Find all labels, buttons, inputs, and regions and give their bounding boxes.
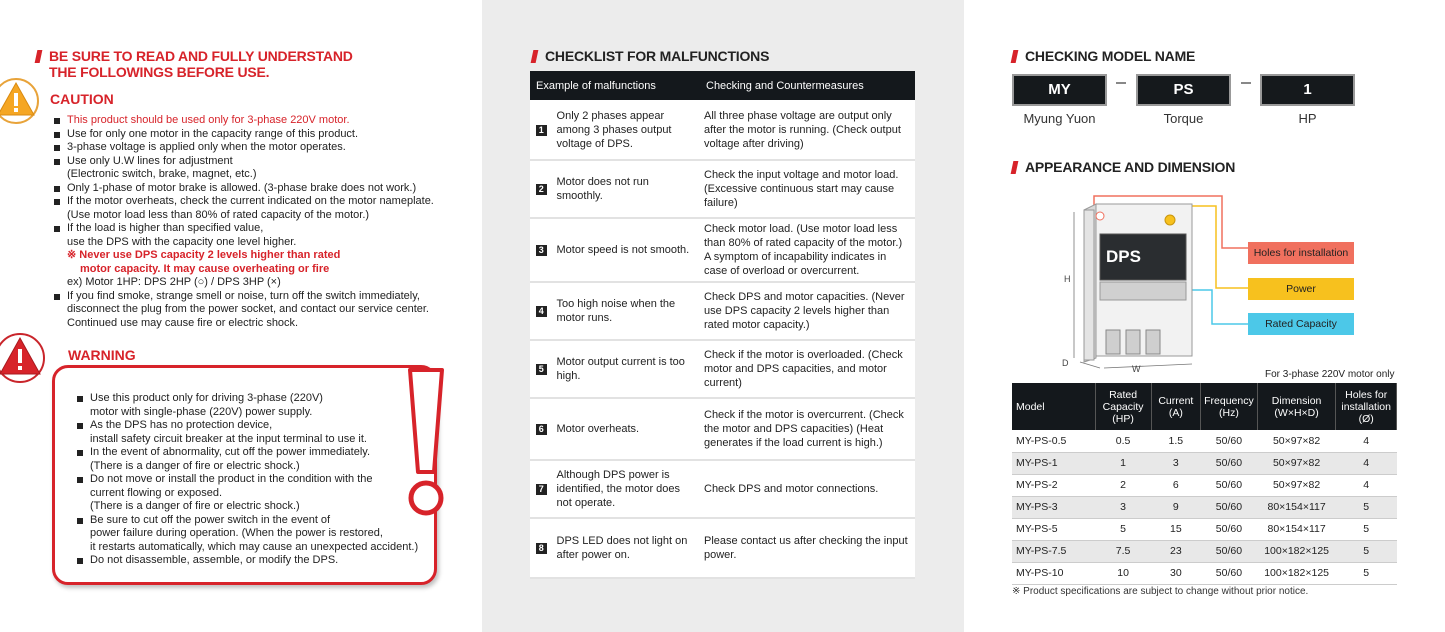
model-panel <box>964 0 1445 632</box>
row-number <box>530 160 553 218</box>
list-item: As the DPS has no protection device, <box>75 419 425 433</box>
column-header: Frequency (Hz) <box>1201 383 1258 430</box>
table-cell: 100×182×125 <box>1257 540 1336 562</box>
row-number <box>530 398 553 460</box>
table-cell: 10 <box>1095 562 1151 584</box>
table-row <box>530 218 915 282</box>
table-cell: 50/60 <box>1201 496 1258 518</box>
table-cell: MY-PS-2 <box>1012 474 1095 496</box>
model-code-label: Torque <box>1163 111 1204 126</box>
callout-power: Power <box>1248 278 1354 300</box>
row-number-badge: 4 <box>536 306 547 317</box>
list-item: power failure during operation. (When the power is restored, <box>90 527 383 539</box>
table-cell: 3 <box>1095 496 1151 518</box>
exclamation-graphic-icon <box>402 364 450 524</box>
model-code-box: MY <box>1012 74 1107 106</box>
table-cell: 5 <box>1095 518 1151 540</box>
list-item: current flowing or exposed. <box>90 486 223 499</box>
list-item: it restarts automatically, which may cause an unexpected accident.) <box>90 540 419 553</box>
list-item: ※ Never use DPS capacity 2 levels higher than rated <box>67 249 341 261</box>
callout-holes-for-installation: Holes for installation <box>1248 242 1354 264</box>
malfunction-example: Although DPS power is identified, the motor does not operate. <box>553 460 700 518</box>
table-row <box>530 460 915 518</box>
row-number <box>530 100 553 160</box>
row-number <box>530 282 553 340</box>
table-cell: 50×97×82 <box>1257 474 1336 496</box>
list-item: ex) Motor 1HP: DPS 2HP (○) / DPS 3HP (×) <box>67 276 281 288</box>
table-cell: MY-PS-3 <box>1012 496 1095 518</box>
list-item: motor capacity. It may cause overheating or fire <box>80 262 330 275</box>
title-line-1: BE SURE TO READ AND FULLY UNDERSTAND <box>49 48 353 64</box>
list-item: If you find smoke, strange smell or noise, turn off the switch immediately, <box>52 290 477 304</box>
table-cell: 50/60 <box>1201 562 1258 584</box>
column-header: Model <box>1012 383 1095 430</box>
table-cell: 4 <box>1336 474 1397 496</box>
table-cell: 50/60 <box>1201 430 1258 452</box>
row-number <box>530 460 553 518</box>
table-row <box>530 398 915 460</box>
row-number-badge: 1 <box>536 125 547 136</box>
model-code-label: HP <box>1298 111 1317 126</box>
row-number <box>530 340 553 398</box>
spec-table <box>1012 383 1397 585</box>
countermeasure: All three phase voltage are output only after the motor is running. (Check output voltage after driving) <box>700 100 915 160</box>
table-cell: MY-PS-0.5 <box>1012 430 1095 452</box>
table-row <box>1012 452 1397 474</box>
row-number-badge: 3 <box>536 245 547 256</box>
malfunction-example: Motor does not run smoothly. <box>553 160 700 218</box>
table-cell: 5 <box>1336 496 1397 518</box>
table-cell: 50/60 <box>1201 474 1258 496</box>
list-item: (Electronic switch, brake, magnet, etc.) <box>67 168 257 180</box>
list-item: install safety circuit breaker at the input terminal to use it. <box>90 432 367 445</box>
device-logo-text: DPS <box>1106 247 1141 266</box>
list-item: motor with single-phase (220V) power supply. <box>90 405 313 418</box>
list-item: In the event of abnormality, cut off the power immediately. <box>75 446 425 460</box>
table-cell: 50×97×82 <box>1257 430 1336 452</box>
table-row <box>1012 430 1397 452</box>
list-item: Do not disassemble, assemble, or modify the DPS. <box>75 554 425 568</box>
model-code-box: PS <box>1136 74 1231 106</box>
read-before-use-title <box>36 48 353 80</box>
spec-note: For 3-phase 220V motor only <box>1265 369 1395 380</box>
list-item: If the load is higher than specified value, <box>52 222 477 236</box>
column-header: Current (A) <box>1151 383 1200 430</box>
title-line-2: THE FOLLOWINGS BEFORE USE. <box>49 64 270 80</box>
table-cell: 9 <box>1151 496 1200 518</box>
malfunction-example: Too high noise when the motor runs. <box>553 282 700 340</box>
table-row <box>1012 562 1397 584</box>
malfunction-table <box>530 71 915 579</box>
column-header: Rated Capacity (HP) <box>1095 383 1151 430</box>
caution-triangle-icon <box>0 77 44 125</box>
row-number <box>530 518 553 578</box>
table-row <box>530 518 915 578</box>
table-cell: 80×154×117 <box>1257 518 1336 540</box>
table-cell: 50/60 <box>1201 518 1258 540</box>
list-item: Only 1-phase of motor brake is allowed. (3-phase brake does not work.) <box>52 182 477 196</box>
list-item: Use only U.W lines for adjustment <box>52 155 477 169</box>
table-cell: MY-PS-5 <box>1012 518 1095 540</box>
warning-list <box>75 392 425 568</box>
row-number-badge: 8 <box>536 543 547 554</box>
table-cell: 2 <box>1095 474 1151 496</box>
table-cell: 50/60 <box>1201 540 1258 562</box>
checklist-title: CHECKLIST FOR MALFUNCTIONS <box>532 48 769 64</box>
table-row <box>530 100 915 160</box>
caution-panel <box>0 0 482 632</box>
table-row <box>1012 474 1397 496</box>
countermeasure: Check DPS and motor capacities. (Never use DPS capacity 2 levels higher than rated motor capacity.) <box>700 282 915 340</box>
table-cell: MY-PS-7.5 <box>1012 540 1095 562</box>
table-cell: 50/60 <box>1201 452 1258 474</box>
malfunction-example: Motor speed is not smooth. <box>553 218 700 282</box>
countermeasure: Check motor load. (Use motor load less than 80% of rated capacity of the motor.) A symptom of incapability indicates in case of overload or overcurrent. <box>700 218 915 282</box>
caution-title: CAUTION <box>50 91 114 107</box>
row-number-badge: 2 <box>536 184 547 195</box>
checklist-panel <box>482 0 964 632</box>
row-number-badge: 5 <box>536 364 547 375</box>
list-item: use the DPS with the capacity one level higher. <box>67 235 297 248</box>
list-item: Use for only one motor in the capacity range of this product. <box>52 128 477 142</box>
table-cell: 5 <box>1336 518 1397 540</box>
list-item: If the motor overheats, check the current indicated on the motor nameplate. <box>52 195 477 209</box>
row-number-badge: 6 <box>536 424 547 435</box>
countermeasure: Check DPS and motor connections. <box>700 460 915 518</box>
table-cell: 100×182×125 <box>1257 562 1336 584</box>
table-cell: 80×154×117 <box>1257 496 1336 518</box>
malfunction-example: Motor overheats. <box>553 398 700 460</box>
dash-divider <box>1241 82 1251 84</box>
table-cell: 3 <box>1151 452 1200 474</box>
list-item: disconnect the plug from the power socket, and contact our service center. <box>67 303 429 315</box>
table-cell: 1.5 <box>1151 430 1200 452</box>
row-number-badge: 7 <box>536 484 547 495</box>
countermeasure: Check the input voltage and motor load. (Excessive continuous start may cause failure) <box>700 160 915 218</box>
dimension-h-label: H <box>1064 274 1071 284</box>
column-header: Dimension (W×H×D) <box>1257 383 1336 430</box>
dimension-d-label: D <box>1062 358 1069 368</box>
table-row <box>1012 540 1397 562</box>
warning-icon <box>0 332 48 384</box>
table-cell: 5 <box>1336 540 1397 562</box>
model-code-label: Myung Yuon <box>1023 111 1096 126</box>
warning-title: WARNING <box>68 347 136 363</box>
malfunction-example: Only 2 phases appear among 3 phases output voltage of DPS. <box>553 100 700 160</box>
warning-box <box>52 365 437 585</box>
list-item: Continued use may cause fire or electric shock. <box>67 316 299 329</box>
table-cell: 30 <box>1151 562 1200 584</box>
table-row <box>1012 518 1397 540</box>
table-cell: 4 <box>1336 430 1397 452</box>
column-header: Holes for installation (Ø) <box>1336 383 1397 430</box>
column-header: Example of malfunctions <box>530 71 700 100</box>
table-cell: 50×97×82 <box>1257 452 1336 474</box>
table-cell: 4 <box>1336 452 1397 474</box>
caution-list <box>52 114 477 330</box>
malfunction-example: DPS LED does not light on after power on. <box>553 518 700 578</box>
model-code-box: 1 <box>1260 74 1355 106</box>
list-item: This product should be used only for 3-phase 220V motor. <box>52 114 477 128</box>
column-header: Checking and Countermeasures <box>700 71 915 100</box>
table-row <box>530 282 915 340</box>
countermeasure: Please contact us after checking the input power. <box>700 518 915 578</box>
row-number <box>530 218 553 282</box>
table-cell: 7.5 <box>1095 540 1151 562</box>
dash-divider <box>1116 82 1126 84</box>
list-item: (There is a danger of fire or electric shock.) <box>90 500 300 512</box>
appearance-title: APPEARANCE AND DIMENSION <box>1012 159 1235 175</box>
list-item: Use this product only for driving 3-phase (220V) <box>75 392 425 406</box>
table-cell: MY-PS-10 <box>1012 562 1095 584</box>
footnote: ※ Product specifications are subject to change without prior notice. <box>1012 586 1309 597</box>
table-cell: 1 <box>1095 452 1151 474</box>
table-cell: 6 <box>1151 474 1200 496</box>
table-row <box>530 160 915 218</box>
table-cell: MY-PS-1 <box>1012 452 1095 474</box>
table-cell: 5 <box>1336 562 1397 584</box>
table-cell: 23 <box>1151 540 1200 562</box>
countermeasure: Check if the motor is overloaded. (Check motor and DPS capacities, and motor current) <box>700 340 915 398</box>
countermeasure: Check if the motor is overcurrent. (Check the motor and DPS capacities) (Heat generates if the load current is high.) <box>700 398 915 460</box>
list-item: (Use motor load less than 80% of rated capacity of the motor.) <box>67 208 370 221</box>
list-item: Do not move or install the product in the condition with the <box>75 473 425 487</box>
table-row <box>530 340 915 398</box>
table-cell: 15 <box>1151 518 1200 540</box>
list-item: Be sure to cut off the power switch in the event of <box>75 514 425 528</box>
list-item: 3-phase voltage is applied only when the motor operates. <box>52 141 477 155</box>
list-item: (There is a danger of fire or electric shock.) <box>90 459 300 472</box>
callout-rated-capacity: Rated Capacity <box>1248 313 1354 335</box>
model-name-title: CHECKING MODEL NAME <box>1012 48 1195 64</box>
malfunction-example: Motor output current is too high. <box>553 340 700 398</box>
table-cell: 0.5 <box>1095 430 1151 452</box>
dimension-w-label: W <box>1132 364 1141 374</box>
table-row <box>1012 496 1397 518</box>
